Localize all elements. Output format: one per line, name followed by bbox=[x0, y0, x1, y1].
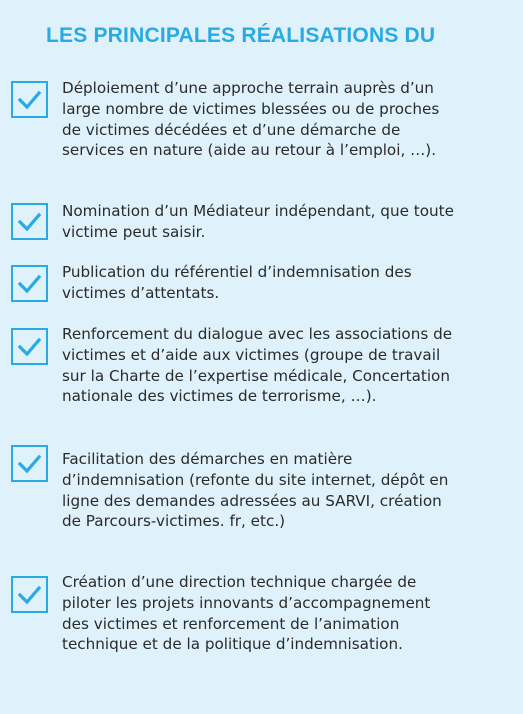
checkbox-checked-icon bbox=[11, 445, 48, 482]
achievement-text: Déploiement d’une approche terrain auprès d’un large nombre de victimes blessées ou de proches de victimes décédées et d’une démarche de services en nature (aide au retour à l’emploi, …). bbox=[62, 79, 440, 160]
checkbox-checked-icon bbox=[11, 576, 48, 613]
checkbox-checked-icon bbox=[11, 265, 48, 302]
achievement-text: Nomination d’un Médiateur indépendant, que toute victime peut saisir. bbox=[62, 202, 454, 241]
checkbox-checked-icon bbox=[11, 203, 48, 240]
achievement-text: Publication du référentiel d’indemnisation des victimes d’attentats. bbox=[62, 263, 412, 302]
checkbox-checked-icon bbox=[11, 328, 48, 365]
achievement-text: Création d’une direction technique chargée de piloter les projets innovants d’accompagnement des victimes et renforcement de l’animation technique et de la politique d’indemnisation. bbox=[62, 573, 431, 654]
achievement-text: Renforcement du dialogue avec les associations de victimes et d’aide aux victimes (groupe de travail sur la Charte de l’expertise médicale, Concertation nationale des victimes de terrorisme, …). bbox=[62, 325, 453, 406]
checkbox-checked-icon bbox=[11, 81, 48, 118]
section-title: LES PRINCIPALES RÉALISATIONS DU bbox=[46, 24, 436, 47]
achievement-text: Facilitation des démarches en matière d’indemnisation (refonte du site internet, dépôt en ligne des demandes adressées au SARVI, création de Parcours-victimes. fr, etc.) bbox=[62, 450, 449, 531]
